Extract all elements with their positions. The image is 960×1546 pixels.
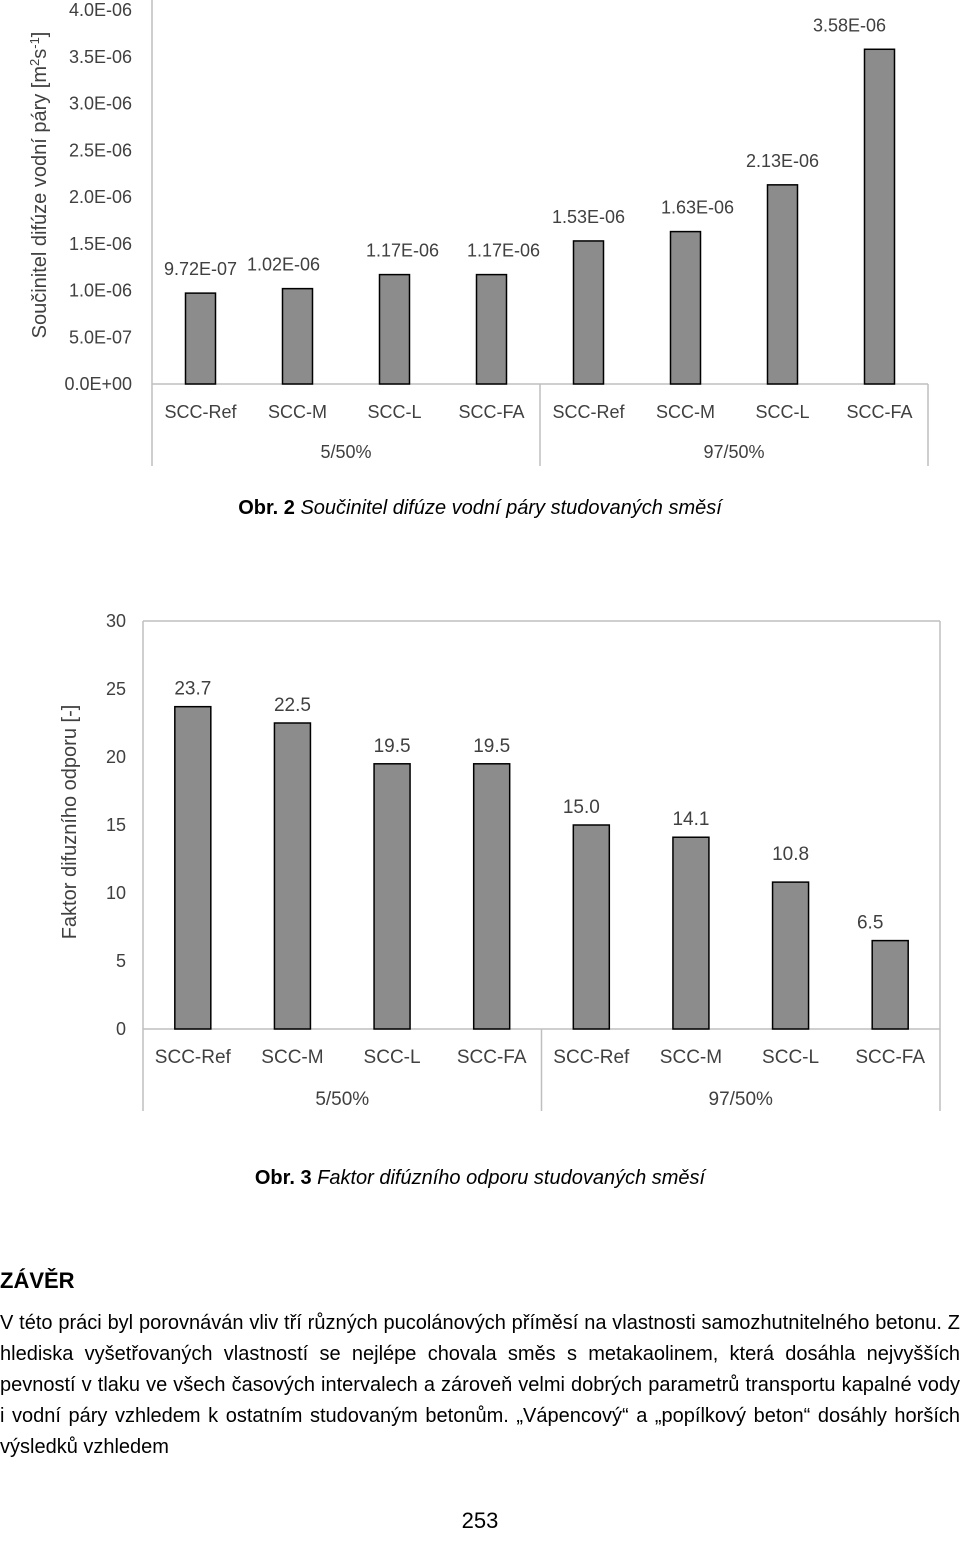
group-label: 5/50%	[320, 442, 372, 462]
bar	[186, 293, 216, 384]
bar	[283, 289, 313, 384]
x-tick-label: SCC-Ref	[154, 1047, 231, 1068]
data-label: 23.7	[174, 678, 212, 700]
data-label: 6.5	[856, 912, 884, 934]
chart2-axes	[143, 621, 940, 1111]
y-tick-label: 4.0E-06	[68, 0, 132, 20]
chart2-labels	[106, 611, 925, 1110]
bar	[768, 185, 798, 384]
x-tick-label: SCC-L	[762, 1047, 820, 1068]
group-label: 97/50%	[708, 1089, 773, 1110]
caption-number: 3	[300, 1167, 312, 1189]
y-tick-label: 10	[105, 883, 126, 903]
bar	[374, 764, 410, 1029]
x-tick-label: SCC-M	[656, 402, 715, 422]
chart1-axes	[152, 0, 928, 466]
section-heading: ZÁVĚR	[0, 1268, 75, 1293]
x-tick-label: SCC-M	[659, 1047, 723, 1068]
group-label: 5/50%	[315, 1089, 370, 1110]
bar	[175, 707, 211, 1029]
x-tick-label: SCC-M	[268, 402, 327, 422]
bar	[773, 882, 809, 1029]
diffusion-coefficient-chart	[0, 0, 960, 470]
diffusion-resistance-chart	[0, 600, 960, 1120]
data-label: 15.0	[562, 797, 600, 818]
x-tick-label: SCC-Ref	[553, 1047, 630, 1068]
data-label: 19.5	[473, 735, 511, 757]
figure-caption-3	[0, 1167, 960, 1190]
y-tick-label: 1.0E-06	[68, 280, 132, 301]
y-tick-label: 3.5E-06	[68, 46, 132, 67]
x-tick-label: SCC-FA	[855, 1047, 926, 1068]
y-tick-label: 5.0E-07	[68, 327, 132, 348]
bar	[673, 837, 709, 1029]
bar	[573, 825, 609, 1029]
caption-number: 2	[283, 497, 295, 519]
data-label: 22.5	[273, 695, 311, 716]
caption-text: Faktor difúzního odporu studovaných směsí	[317, 1167, 706, 1189]
bar	[671, 232, 701, 384]
data-label: 10.8	[772, 844, 810, 866]
bar	[477, 275, 507, 384]
bar	[865, 49, 895, 384]
x-tick-label: SCC-FA	[846, 402, 913, 422]
x-tick-label: SCC-L	[367, 402, 422, 422]
y-tick-label: 0.0E+00	[64, 374, 132, 394]
body-paragraph: V této práci byl porovnáván vliv tří různých pucolánových příměsí na vlastnosti samozhutnitelného betonu. Z hlediska vyšetřovaných vlastností se nejlépe chovala směs s metakaolinem, která dosáhla nejvyšších pevností v tlaku ve všech časových intervalech a zároveň velmi dobrých parametrů transportu kapalné vody i vodní páry vzhledem k ostatním studovaným betonům. „Vápencový“ a „popílkový beton“ dosáhly horších výsledků vzhledem	[0, 1312, 960, 1458]
data-label: 1.17E-06	[466, 240, 541, 261]
y-tick-label: 5	[115, 951, 126, 971]
caption-obr: Obr.	[254, 1167, 295, 1189]
data-label: 3.58E-06	[812, 15, 887, 36]
page-number: 253	[461, 1508, 499, 1533]
y-tick-label: 2.0E-06	[68, 187, 132, 207]
bar	[380, 275, 410, 384]
data-label: 19.5	[373, 735, 411, 757]
figure-caption-2	[0, 497, 960, 520]
chart1-bars	[186, 49, 895, 384]
data-label: 1.02E-06	[246, 254, 321, 275]
data-label: 1.53E-06	[551, 206, 626, 227]
chart2-ylabel: Faktor difuzního odporu [-]	[59, 704, 81, 940]
x-tick-label: SCC-M	[261, 1047, 324, 1068]
y-tick-label: 25	[105, 679, 126, 699]
data-label: 9.72E-07	[163, 259, 238, 280]
data-label: 14.1	[672, 809, 710, 831]
y-tick-label: 1.5E-06	[68, 233, 132, 254]
bar	[872, 941, 908, 1029]
body-text	[0, 1308, 960, 1463]
x-tick-label: SCC-FA	[456, 1047, 527, 1068]
y-tick-label: 15	[105, 815, 126, 835]
caption-text: Součinitel difúze vodní páry studovaných směsí	[300, 497, 722, 519]
bar	[474, 764, 510, 1029]
x-tick-label: SCC-Ref	[552, 402, 625, 422]
data-label: 1.17E-06	[365, 240, 440, 261]
y-tick-label: 3.0E-06	[68, 93, 132, 114]
chart2-bars	[175, 707, 908, 1029]
x-tick-label: SCC-Ref	[164, 402, 237, 422]
x-tick-label: SCC-L	[755, 402, 810, 422]
y-tick-label: 30	[105, 611, 126, 631]
x-tick-label: SCC-L	[363, 1047, 421, 1068]
y-tick-label: 2.5E-06	[68, 140, 132, 161]
group-label: 97/50%	[703, 442, 765, 462]
chart1-ylabel: Součinitel difúze vodní páry $[m^2s^{-1}]$	[26, 31, 51, 339]
bar	[574, 241, 604, 384]
data-label: 1.63E-06	[660, 197, 735, 218]
x-tick-label: SCC-FA	[458, 402, 525, 422]
bar	[274, 723, 310, 1029]
caption-obr: Obr.	[238, 497, 279, 519]
y-tick-label: 20	[105, 747, 126, 767]
data-label: 2.13E-06	[745, 150, 820, 171]
y-tick-label: 0	[115, 1019, 126, 1039]
